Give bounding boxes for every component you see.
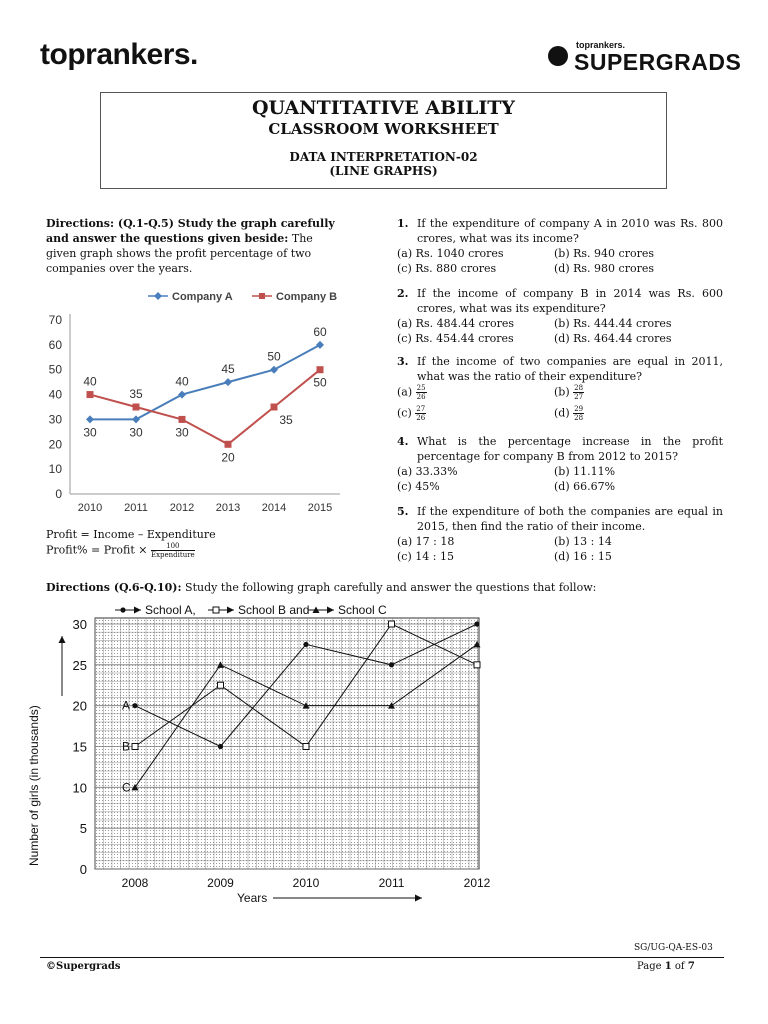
- option-c[interactable]: [397, 479, 440, 494]
- option-value: Rs. 454.44 crores: [415, 332, 514, 345]
- option-value: Rs. 940 crores: [573, 247, 654, 260]
- option-value: 13 : 14: [573, 535, 612, 548]
- chart1-data-label: 35: [129, 387, 143, 401]
- chart1-point: [270, 366, 278, 374]
- chart1-data-label: 40: [83, 374, 97, 389]
- chart1-y-tick: 20: [48, 437, 62, 452]
- option-b[interactable]: [554, 316, 672, 331]
- option-label: (b): [554, 465, 570, 478]
- supergrads-logo: [548, 40, 742, 76]
- chart1-y-tick: 50: [48, 362, 62, 377]
- chart2-x-tick: 2011: [378, 876, 405, 890]
- fraction-denominator: 28: [574, 414, 584, 422]
- option-b[interactable]: [554, 384, 584, 401]
- footer-page-number: [637, 961, 695, 972]
- footer-divider: [40, 957, 724, 958]
- chart1-x-tick: 2012: [169, 502, 195, 514]
- chart1-x-tick: 2013: [215, 502, 241, 514]
- chart1-point: [224, 378, 232, 386]
- option-value: 45%: [415, 480, 440, 493]
- chart2-point: [218, 682, 224, 688]
- chart1-x-tick: 2014: [261, 502, 287, 514]
- option-value: 14 : 15: [415, 550, 454, 563]
- option-label: (c): [397, 480, 412, 493]
- chart2-x-tick: 2009: [207, 876, 234, 890]
- chart2-y-tick: 30: [72, 617, 87, 632]
- option-a[interactable]: [397, 384, 427, 401]
- questions-list: [397, 216, 727, 563]
- chart1-x-tick: 2015: [307, 502, 333, 514]
- option-label: (d): [554, 406, 570, 420]
- option-a[interactable]: [397, 316, 514, 331]
- option-fraction: [415, 405, 426, 422]
- fraction-denominator: 26: [416, 414, 426, 422]
- chart1-data-label: 40: [175, 374, 189, 389]
- chart1-series-company-a: [90, 345, 320, 420]
- chart1-y-tick: 10: [48, 462, 62, 477]
- chart1-data-label: 50: [267, 349, 281, 364]
- supergrads-mark-icon: [548, 46, 568, 66]
- chart1-legend-label: Company A: [172, 291, 233, 303]
- option-c[interactable]: [397, 261, 496, 276]
- option-label: (c): [397, 406, 412, 420]
- chart2-point: [132, 703, 137, 708]
- toprankers-logo: toprankers.: [40, 38, 198, 71]
- fraction-numerator: 28: [574, 384, 584, 392]
- chart2-point: [303, 642, 308, 647]
- chart1-point: [178, 391, 186, 399]
- option-label: (d): [554, 262, 570, 275]
- chart2-point: [132, 744, 138, 750]
- question-number: 5.: [397, 505, 409, 518]
- directions-q1-q5-text: The given graph shows the profit percentage of two companies over the years.: [46, 232, 313, 275]
- chart1-data-label: 30: [175, 425, 189, 440]
- chart1-y-tick: 60: [48, 337, 62, 352]
- option-label: (a): [397, 385, 413, 399]
- option-label: (b): [554, 535, 570, 548]
- option-d[interactable]: [554, 479, 615, 494]
- directions-q6-q10-bold: Directions (Q.6-Q.10):: [46, 581, 182, 594]
- chart1-point: [133, 404, 140, 411]
- question-stem: If the expenditure of company A in 2010 was Rs. 800 crores, what was its income?: [417, 217, 723, 245]
- option-value: 16 : 15: [573, 550, 612, 563]
- option-d[interactable]: [554, 549, 612, 564]
- chart2-x-tick: 2012: [463, 876, 491, 890]
- question-stem: If the income of two companies are equal in 2011, what was the ratio of their expenditure?: [417, 355, 723, 383]
- topic-subtitle: (LINE GRAPHS): [329, 164, 438, 178]
- formula-block: [46, 527, 216, 559]
- question-stem: If the income of company B in 2014 was Rs. 600 crores, what was its expenditure?: [417, 287, 723, 315]
- option-label: (a): [397, 535, 413, 548]
- chart2-y-tick: 25: [72, 657, 87, 673]
- chart2-x-tick: 2010: [292, 876, 320, 890]
- question-number: 1.: [397, 217, 409, 230]
- chart1-y-tick: 0: [55, 487, 62, 501]
- chart2-y-tick: 0: [79, 862, 87, 877]
- page-title: QUANTITATIVE ABILITY: [252, 97, 515, 119]
- option-value: Rs. 980 crores: [573, 262, 654, 275]
- chart2-point: [389, 621, 395, 627]
- option-a[interactable]: [397, 534, 454, 549]
- page-current: 1: [664, 961, 672, 972]
- chart1-legend: [148, 291, 337, 303]
- directions-q6-q10: [46, 581, 596, 594]
- question-stem: If the expenditure of both the companies are equal in 2015, then find the ratio of their income.: [417, 505, 723, 533]
- chart1-data-label: 60: [313, 324, 327, 339]
- option-value: 17 : 18: [415, 535, 455, 548]
- chart1-point: [179, 416, 186, 423]
- page-subtitle: CLASSROOM WORKSHEET: [268, 120, 499, 138]
- option-c[interactable]: [397, 549, 454, 564]
- chart2-x-tick: 2008: [121, 876, 149, 890]
- chart1-data-label: 30: [129, 425, 143, 440]
- option-value: 33.33%: [415, 465, 458, 478]
- chart2-legend: [115, 603, 387, 617]
- option-value: Rs. 444.44 crores: [573, 317, 672, 330]
- chart2-y-tick: 15: [72, 739, 87, 755]
- chart1-data-label: 50: [313, 375, 327, 390]
- option-label: (d): [554, 480, 570, 493]
- page-word: Page: [637, 961, 662, 972]
- option-a[interactable]: [397, 246, 504, 261]
- chart1-point: [87, 391, 94, 398]
- chart2-y-tick: 5: [79, 821, 87, 837]
- chart2-y-label: Number of girls (in thousands): [27, 705, 41, 866]
- chart1-y-tick: 40: [48, 387, 62, 402]
- chart1-point: [316, 341, 324, 349]
- chart2-legend-label: School B and: [238, 603, 310, 617]
- chart1-point: [225, 441, 232, 448]
- fraction-denominator: 27: [574, 393, 584, 401]
- option-label: (a): [397, 247, 413, 260]
- formula-denominator: Expenditure: [150, 551, 195, 559]
- directions-q6-q10-text: Study the following graph carefully and answer the questions that follow:: [181, 581, 597, 594]
- formula-fraction: [151, 542, 195, 559]
- chart2-series-label: B: [122, 739, 131, 754]
- company-profit-chart: [30, 284, 360, 516]
- option-value: Rs. 484.44 crores: [415, 317, 515, 330]
- supergrads-big-text: SUPERGRADS: [574, 49, 742, 75]
- chart2-y-tick: 20: [72, 698, 87, 714]
- question-number: 4.: [397, 435, 409, 448]
- chart2-point: [389, 662, 394, 667]
- chart2-point: [303, 744, 309, 750]
- chart1-point: [271, 404, 278, 411]
- chart2-x-label: Years: [237, 891, 268, 905]
- option-label: (b): [554, 385, 570, 399]
- option-d[interactable]: [554, 261, 654, 276]
- chart2-plot-area: [95, 618, 479, 869]
- option-a[interactable]: [397, 464, 458, 479]
- option-label: (d): [554, 550, 570, 563]
- formula-profit: Profit = Income – Expenditure: [46, 528, 216, 541]
- chart1-legend-marker: [154, 292, 162, 300]
- question-number: 3.: [397, 355, 409, 368]
- chart1-data-label: 45: [221, 362, 235, 377]
- chart1-data-label: 20: [221, 450, 235, 465]
- option-b[interactable]: [554, 534, 612, 549]
- chart1-data-label: 30: [83, 425, 97, 440]
- option-c[interactable]: [397, 405, 426, 422]
- option-value: 66.67%: [573, 480, 616, 493]
- school-girls-chart: [18, 596, 498, 911]
- chart2-series-label: A: [122, 698, 131, 713]
- option-c[interactable]: [397, 331, 514, 346]
- chart1-series-company-b: [90, 370, 320, 445]
- option-label: (d): [554, 332, 570, 345]
- chart2-point: [218, 744, 223, 749]
- option-label: (c): [397, 332, 412, 345]
- topic-title: DATA INTERPRETATION-02: [289, 150, 478, 164]
- option-fraction: [573, 405, 584, 422]
- chart2-point: [213, 607, 219, 613]
- fraction-numerator: 29: [574, 405, 584, 413]
- option-b[interactable]: [554, 464, 615, 479]
- chart2-legend-label: School A,: [145, 603, 196, 617]
- directions-q1-q5-bold: Directions: (Q.1-Q.5) Study the graph carefully and answer the questions given beside:: [46, 217, 335, 245]
- directions-q1-q5: [46, 216, 346, 276]
- title-box: [100, 92, 667, 189]
- option-label: (a): [397, 317, 413, 330]
- option-value: Rs. 1040 crores: [415, 247, 504, 260]
- chart1-x-tick: 2010: [77, 502, 103, 514]
- chart2-y-tick: 10: [72, 780, 87, 796]
- fraction-numerator: 25: [416, 384, 426, 392]
- formula-numerator: 100: [151, 542, 195, 551]
- option-fraction: [416, 384, 427, 401]
- option-label: (b): [554, 317, 570, 330]
- option-b[interactable]: [554, 246, 654, 261]
- chart1-x-tick: 2011: [124, 502, 148, 514]
- option-fraction: [573, 384, 584, 401]
- page-of: of: [674, 961, 685, 972]
- formula-profit-percent-prefix: Profit% = Profit ×: [46, 543, 148, 557]
- chart1-y-tick: 70: [48, 313, 62, 327]
- option-d[interactable]: [554, 405, 584, 422]
- chart1-point: [317, 366, 324, 373]
- chart1-point: [132, 415, 140, 423]
- question-stem: What is the percentage increase in the profit percentage for company B from 2012 to 2015?: [417, 435, 723, 463]
- option-label: (c): [397, 550, 412, 563]
- chart2-series-label: C: [122, 780, 131, 795]
- chart1-y-tick: 30: [48, 412, 62, 427]
- option-d[interactable]: [554, 331, 672, 346]
- supergrads-small-text: toprankers.: [576, 40, 626, 50]
- fraction-denominator: 26: [416, 393, 426, 401]
- chart2-point: [474, 662, 480, 668]
- option-label: (c): [397, 262, 412, 275]
- page-total: 7: [687, 961, 695, 972]
- option-value: 11.11%: [573, 465, 616, 478]
- chart1-legend-label: Company B: [276, 291, 338, 303]
- chart1-point: [86, 415, 94, 423]
- chart2-point: [120, 607, 125, 612]
- chart1-data-label: 35: [279, 413, 293, 427]
- option-value: Rs. 464.44 crores: [573, 332, 672, 345]
- option-label: (b): [554, 247, 570, 260]
- document-code: SG/UG-QA-ES-03: [634, 943, 713, 953]
- chart2-point: [474, 621, 479, 626]
- fraction-numerator: 27: [416, 405, 426, 413]
- question-number: 2.: [397, 287, 409, 300]
- option-value: Rs. 880 crores: [415, 262, 497, 275]
- chart1-legend-marker: [259, 293, 265, 299]
- footer-copyright: ©Supergrads: [46, 961, 121, 972]
- option-label: (a): [397, 465, 413, 478]
- formula-profit-percent: [46, 542, 216, 559]
- chart2-legend-label: School C: [338, 603, 387, 617]
